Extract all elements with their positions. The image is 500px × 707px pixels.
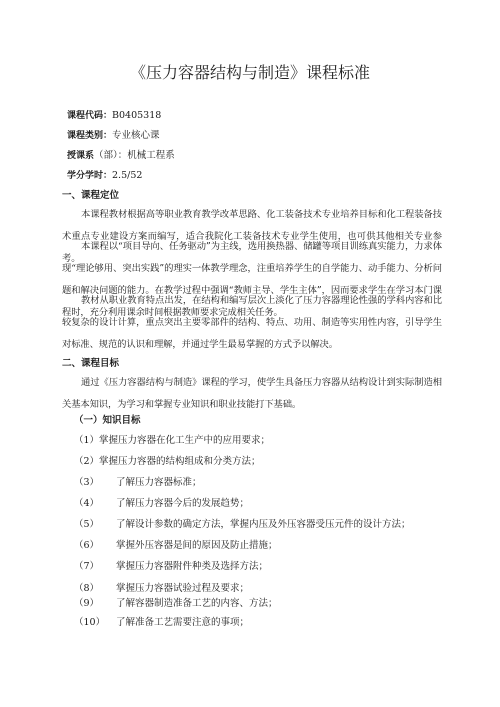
list-item: （2）掌握压力容器的结构组成和分类方法； (74, 456, 261, 467)
paragraph: 本课程以“项目导向、任务驱动”为主线，选用换热器、储罐等项目训练真实能力，力求体现“理论够用、突出实践”的理实一体教学理念，注重培养学生的自学能力、动手能力、分析问题和解决问题的能力。在教学过程中强调“教师主导、学生主体”，因而要求学生在学习本门课程时，充分利用课余时间根据教师要求完成相关任务。 (62, 241, 442, 318)
course-type-value: 专业核心课 (112, 130, 160, 141)
credit-hours-value: 2.5/52 (112, 170, 143, 181)
list-item: （8） 掌握压力容器试验过程及要求； (74, 583, 250, 594)
department-line (67, 150, 175, 162)
course-code-label: 课程代码： (67, 111, 113, 121)
list-item: （1）掌握压力容器在化工生产中的应用要求； (74, 435, 271, 446)
section-heading-positioning: 一、课程定位 (62, 190, 120, 201)
list-item: （5） 了解设计参数的确定方法，掌握内压及外压容器受压元件的设计方法； (74, 519, 411, 530)
course-code-value: B0405318 (112, 110, 162, 121)
course-code-line (67, 110, 161, 122)
paragraph: 教材从职业教育特点出发，在结构和编写层次上淡化了压力容器理论性强的学科内容和比较复杂的设计计算，重点突出主要零部件的结构、特点、功用、制造等实用性内容，引导学生对标准、规范的认识和理解，并通过学生最易掌握的方式予以解决。 (62, 295, 442, 350)
course-type-label: 课程类别： (67, 131, 113, 141)
list-item: （3） 了解压力容器标准； (74, 477, 202, 488)
document-title: 《压力容器结构与制造》课程标准 (129, 63, 370, 82)
list-item: （6） 掌握外压容器是间的原因及防止措施； (74, 540, 278, 551)
credit-hours-line (67, 170, 142, 182)
subsection-heading-knowledge: （一）知识目标 (74, 415, 141, 426)
list-item: （9） 了解容器制造准备工艺的内容、方法； (74, 598, 278, 609)
section-heading-objectives: 二、课程目标 (62, 358, 120, 369)
paragraph: 通过《压力容器结构与制造》课程的学习，使学生具备压力容器从结构设计到实际制造相关基本知识，为学习和掌握专业知识和职业技能打下基础。 (62, 377, 442, 410)
list-item: （10） 了解准备工艺需要注意的事项； (74, 617, 250, 628)
list-item: （7） 掌握压力容器附件种类及选择方法； (74, 561, 269, 572)
paragraph: 本课程教材根据高等职业教育教学改革思路、化工装备技术专业培养目标和化工程装备技术重点专业建设方案而编写，适合我院化工装备技术专业学生使用，也可供其他相关专业参考。 (62, 209, 442, 264)
department-label: 授课系 (67, 151, 95, 161)
course-type-line (67, 130, 160, 142)
list-item: （4） 了解压力容器今后的发展趋势； (74, 498, 250, 509)
department-value: （部）：机械工程系 (94, 150, 175, 161)
credit-hours-label: 学分学时： (67, 171, 113, 181)
